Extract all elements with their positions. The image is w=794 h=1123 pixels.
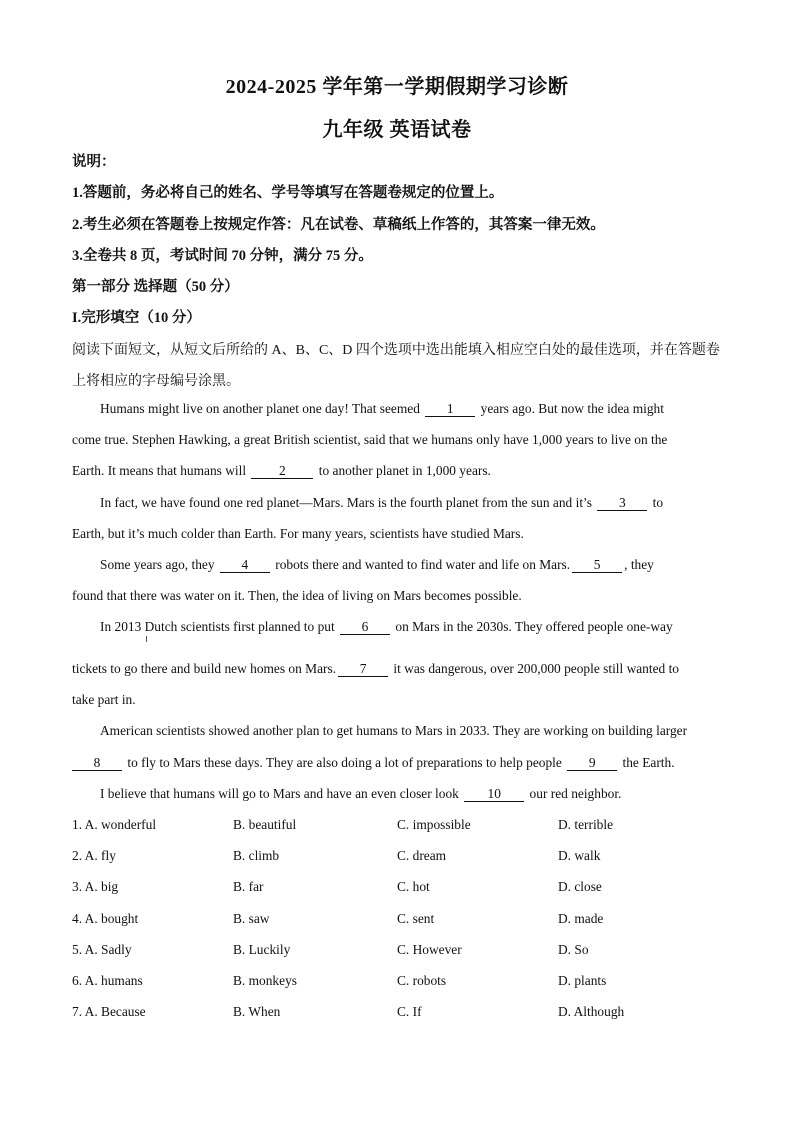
blank-6: 6 [340,620,390,635]
option-1a: 1. A. wonderful [72,817,157,832]
option-6d: D. plants [558,973,607,988]
option-7a: 7. A. Because [72,1004,146,1019]
blank-9: 9 [567,756,617,771]
passage-line: found that there was water on it. Then, the idea of living on Mars becomes possible. [72,588,522,603]
blank-1: 1 [425,402,475,417]
blank-2: 2 [251,464,313,479]
passage-line [100,619,750,635]
directions-line-1: 阅读下面短文，从短文后所给的 A、B、C、D 四个选项中选出能填入相应空白处的最佳选项，并在答题卷 [72,343,720,358]
option-5d: D. So [558,942,589,957]
option-4a: 4. A. bought [72,911,139,926]
passage-line [72,755,722,771]
passage-line [100,495,750,511]
option-4b: B. saw [233,911,270,926]
blank-4: 4 [220,558,270,573]
passage-text: Humans might live on another planet one day! That seemed [100,401,424,416]
passage-line [72,661,722,677]
passage-text: on Mars in the 2030s. They offered people one-way [392,619,673,634]
passage-text: In fact, we have found one red planet—Mars. Mars is the fourth planet from the sun and it’s [100,495,596,510]
option-1d: D. terrible [558,817,614,832]
part-heading: 第一部分 选择题（50 分） [72,279,239,295]
option-6c: C. robots [397,973,447,988]
passage-text: to another planet in 1,000 years. [315,463,491,478]
option-6b: B. monkeys [233,973,297,988]
passage-text: Some years ago, they [100,557,218,572]
passage-line [100,401,750,417]
passage-text: the Earth. [619,755,675,770]
passage-text: Earth. It means that humans will [72,463,250,478]
option-3b: B. far [233,879,264,894]
passage-text: I believe that humans will go to Mars and have an even closer look [100,786,463,801]
option-3d: D. close [558,879,602,894]
passage-text: to [649,495,664,510]
passage-line: Earth, but it’s much colder than Earth. For many years, scientists have studied Mars. [72,526,524,541]
option-row-2 [72,848,732,866]
blank-7: 7 [338,662,388,677]
option-7c: C. If [397,1004,422,1019]
option-5a: 5. A. Sadly [72,942,132,957]
option-7d: D. Although [558,1004,625,1019]
passage-text: In 2013 Dutch scientists first planned to put [100,619,339,634]
option-2b: B. climb [233,848,280,863]
passage-text: our red neighbor. [526,786,622,801]
passage-text: it was dangerous, over 200,000 people still wanted to [390,661,680,676]
option-row-7 [72,1004,732,1022]
passage-line: come true. Stephen Hawking, a great British scientist, said that we humans only have 1,000 years to live on the [72,432,668,447]
option-5b: B. Luckily [233,942,291,957]
option-row-5 [72,942,732,960]
option-2d: D. walk [558,848,601,863]
exam-subtitle: 九年级 英语试卷 [322,119,472,141]
instruction-3: 3.全卷共 8 页，考试时间 70 分钟，满分 75 分。 [72,248,373,264]
passage-line [100,786,750,802]
instruction-1: 1.答题前，务必将自己的姓名、学号等填写在答题卷规定的位置上。 [72,185,504,201]
directions-line-2: 上将相应的字母编号涂黑。 [72,374,240,389]
stray-mark [146,636,147,642]
passage-text: to fly to Mars these days. They are also doing a lot of preparations to help people [124,755,566,770]
instruction-2: 2.考生必须在答题卷上按规定作答：凡在试卷、草稿纸上作答的，其答案一律无效。 [72,217,605,233]
exam-title: 2024-2025 学年第一学期假期学习诊断 [225,76,569,98]
option-6a: 6. A. humans [72,973,143,988]
option-row-1 [72,817,732,835]
option-4d: D. made [558,911,604,926]
passage-text: years ago. But now the idea might [477,401,664,416]
passage-line: American scientists showed another plan to get humans to Mars in 2033. They are working on building larger [100,723,688,738]
option-1b: B. beautiful [233,817,297,832]
instructions-heading: 说明： [72,154,116,170]
option-row-3 [72,879,732,897]
passage-line: take part in. [72,692,136,707]
option-row-6 [72,973,732,991]
blank-5: 5 [572,558,622,573]
blank-8: 8 [72,756,122,771]
option-7b: B. When [233,1004,281,1019]
blank-3: 3 [597,496,647,511]
option-5c: C. However [397,942,462,957]
blank-10: 10 [464,787,524,802]
section-heading: I.完形填空（10 分） [72,310,201,326]
option-3c: C. hot [397,879,430,894]
passage-line [72,463,722,479]
option-2a: 2. A. fly [72,848,116,863]
option-2c: C. dream [397,848,447,863]
option-1c: C. impossible [397,817,471,832]
passage-text: robots there and wanted to find water and life on Mars. [271,557,571,572]
passage-text: , they [624,557,654,572]
option-row-4 [72,911,732,929]
passage-text: tickets to go there and build new homes on Mars. [72,661,337,676]
option-3a: 3. A. big [72,879,119,894]
option-4c: C. sent [397,911,435,926]
passage-line [100,557,750,573]
